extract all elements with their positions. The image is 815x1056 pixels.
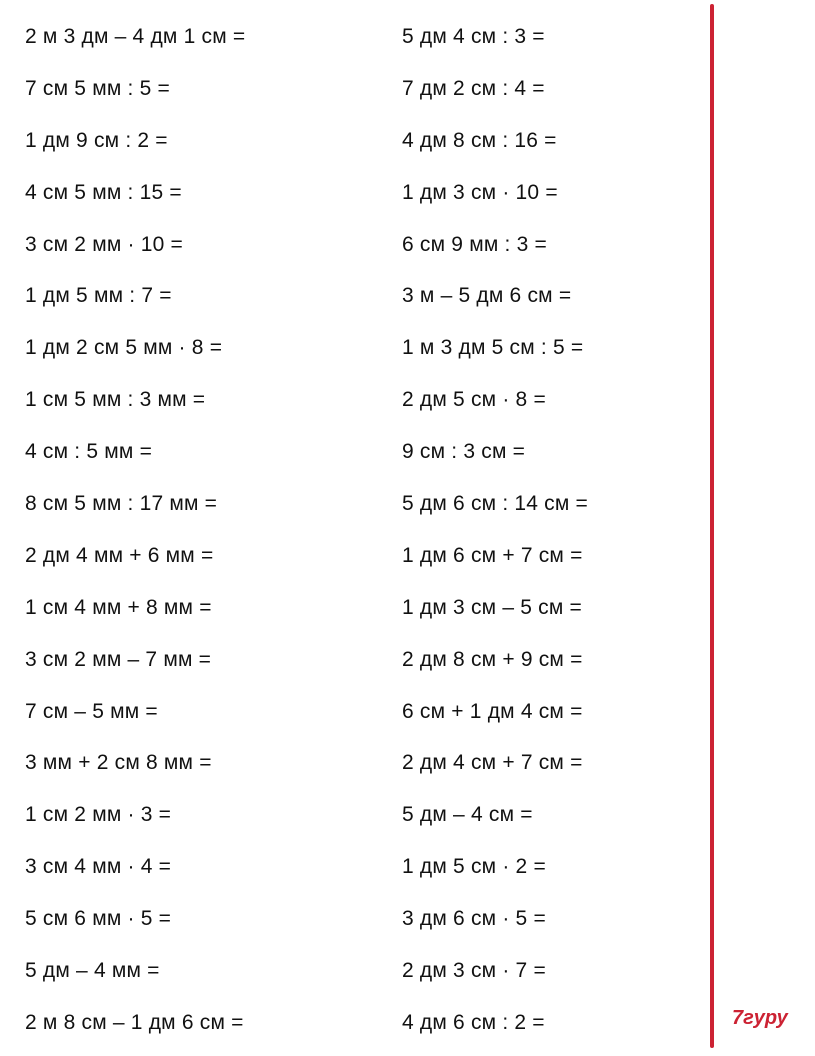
watermark-logo: 7гуру — [732, 1007, 788, 1029]
red-margin-line — [710, 4, 714, 1048]
exercise-item: 1 дм 2 см 5 мм · 8 = — [25, 336, 223, 360]
exercise-item: 3 см 2 мм – 7 мм = — [25, 647, 212, 671]
exercise-item: 5 дм – 4 мм = — [25, 959, 160, 983]
exercise-item: 8 см 5 мм : 17 мм = — [25, 492, 218, 516]
exercise-item: 1 м 3 дм 5 см : 5 = — [402, 336, 584, 360]
exercise-item: 7 см – 5 мм = — [25, 699, 158, 723]
exercise-item: 1 см 2 мм · 3 = — [25, 803, 172, 827]
left-exercise-column — [25, 14, 325, 1052]
exercise-item: 1 дм 5 см · 2 = — [402, 855, 546, 879]
right-exercise-column — [402, 14, 702, 1052]
exercise-item: 5 дм – 4 см = — [402, 803, 533, 827]
exercise-item: 1 см 4 мм + 8 мм = — [25, 595, 212, 619]
exercise-item: 6 см + 1 дм 4 см = — [402, 699, 583, 723]
exercise-item: 5 см 6 мм · 5 = — [25, 907, 172, 931]
exercise-item: 5 дм 6 см : 14 см = — [402, 492, 589, 516]
exercise-item: 3 см 4 мм · 4 = — [25, 855, 172, 879]
exercise-item: 1 дм 3 см – 5 см = — [402, 595, 582, 619]
exercise-item: 7 см 5 мм : 5 = — [25, 76, 170, 100]
exercise-item: 4 дм 8 см : 16 = — [402, 128, 557, 152]
exercise-item: 1 дм 3 см · 10 = — [402, 180, 558, 204]
exercise-item: 1 дм 9 см : 2 = — [25, 128, 168, 152]
exercise-item: 4 см 5 мм : 15 = — [25, 180, 182, 204]
exercise-item: 2 м 3 дм – 4 дм 1 см = — [25, 25, 246, 48]
exercise-item: 1 дм 5 мм : 7 = — [25, 284, 172, 308]
exercise-item: 2 дм 8 см + 9 см = — [402, 647, 583, 671]
exercise-item: 3 дм 6 см · 5 = — [402, 907, 546, 931]
exercise-item: 4 дм 6 см : 2 = — [402, 1010, 545, 1034]
exercise-item: 5 дм 4 см : 3 = — [402, 25, 545, 48]
exercise-item: 4 см : 5 мм = — [25, 440, 153, 464]
exercise-item: 2 дм 4 см + 7 см = — [402, 751, 583, 775]
exercise-item: 6 см 9 мм : 3 = — [402, 232, 547, 256]
exercise-item: 1 дм 6 см + 7 см = — [402, 543, 583, 567]
exercise-item: 3 мм + 2 см 8 мм = — [25, 751, 212, 775]
exercise-item: 2 м 8 см – 1 дм 6 см = — [25, 1010, 244, 1034]
exercise-item: 2 дм 3 см · 7 = — [402, 959, 546, 983]
exercise-item: 2 дм 5 см · 8 = — [402, 388, 546, 412]
exercise-item: 2 дм 4 мм + 6 мм = — [25, 543, 214, 567]
exercise-item: 3 м – 5 дм 6 см = — [402, 284, 572, 308]
exercise-item: 9 см : 3 см = — [402, 440, 526, 464]
exercise-item: 3 см 2 мм · 10 = — [25, 232, 183, 256]
exercise-item: 7 дм 2 см : 4 = — [402, 76, 545, 100]
exercise-item: 1 см 5 мм : 3 мм = — [25, 388, 206, 412]
